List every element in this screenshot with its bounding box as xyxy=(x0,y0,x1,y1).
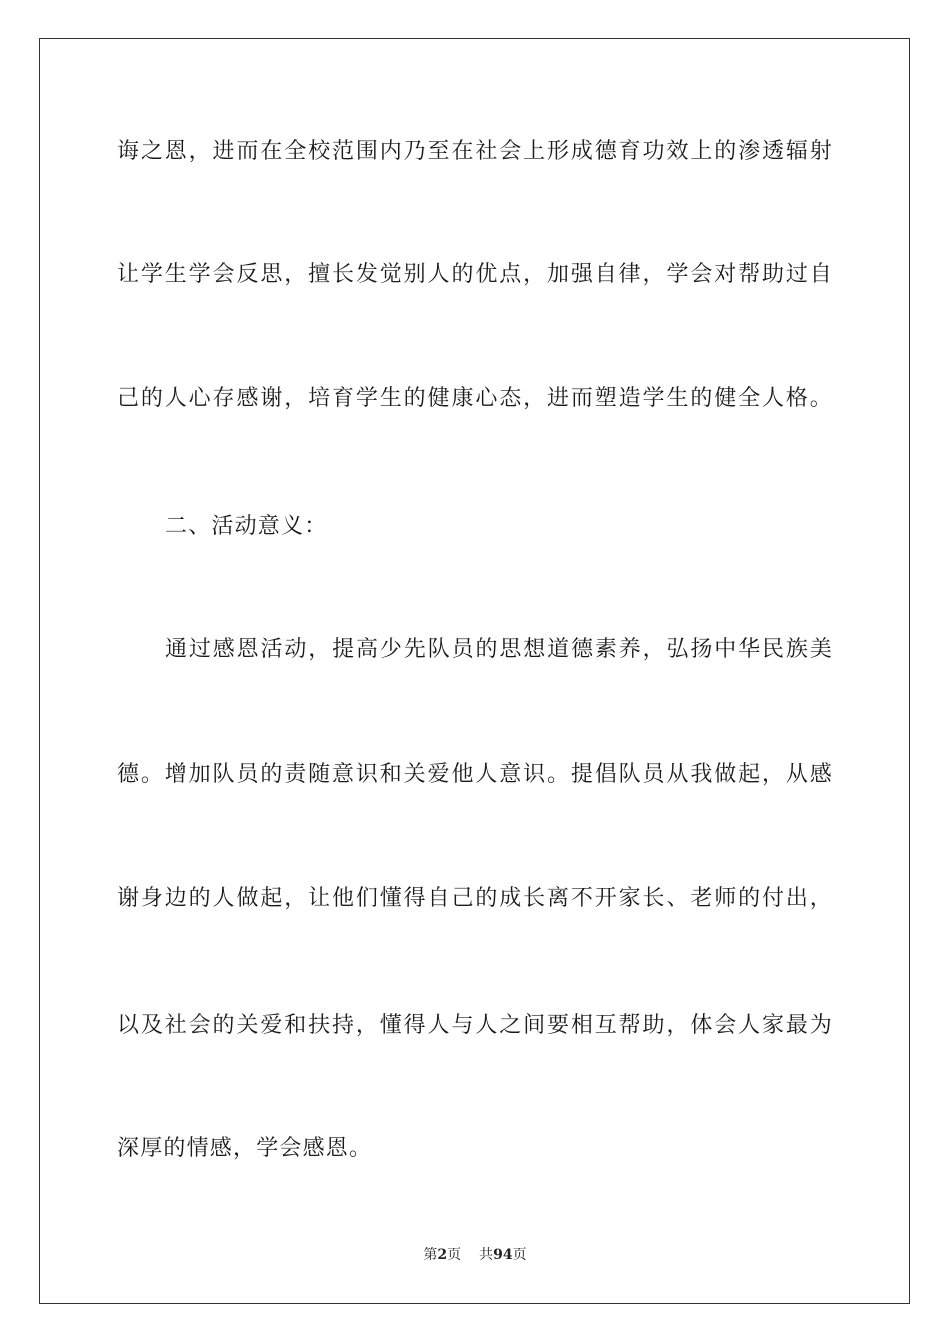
body-line-8: 以及社会的关爱和扶持，懂得人与人之间要相互帮助，体会人家最为 xyxy=(117,1013,833,1038)
page-footer xyxy=(0,1246,950,1264)
page-frame xyxy=(39,38,910,1304)
footer-total-suffix: 页 xyxy=(512,1247,527,1263)
body-line-9: 深厚的情感，学会感恩。 xyxy=(117,1136,373,1161)
footer-total-pages: 94 xyxy=(493,1247,513,1263)
footer-page-number: 2 xyxy=(437,1247,448,1263)
body-line-1: 诲之恩，进而在全校范围内乃至在社会上形成德育功效上的渗透辐射 xyxy=(117,139,833,164)
section-heading: 二、活动意义： xyxy=(165,514,328,539)
footer-page-suffix: 页 xyxy=(447,1247,462,1263)
footer-page-prefix: 第 xyxy=(423,1247,438,1263)
footer-total-prefix: 共 xyxy=(479,1247,494,1263)
body-line-3: 己的人心存感谢，培育学生的健康心态，进而塑造学生的健全人格。 xyxy=(117,386,833,411)
body-line-2: 让学生学会反思，擅长发觉别人的优点，加强自律，学会对帮助过自 xyxy=(117,262,833,287)
body-line-7: 谢身边的人做起，让他们懂得自己的成长离不开家长、老师的付出， xyxy=(117,886,833,911)
body-line-6: 德。增加队员的责随意识和关爱他人意识。提倡队员从我做起，从感 xyxy=(117,762,833,787)
body-line-5: 通过感恩活动，提高少先队员的思想道德素养，弘扬中华民族美 xyxy=(165,637,833,662)
